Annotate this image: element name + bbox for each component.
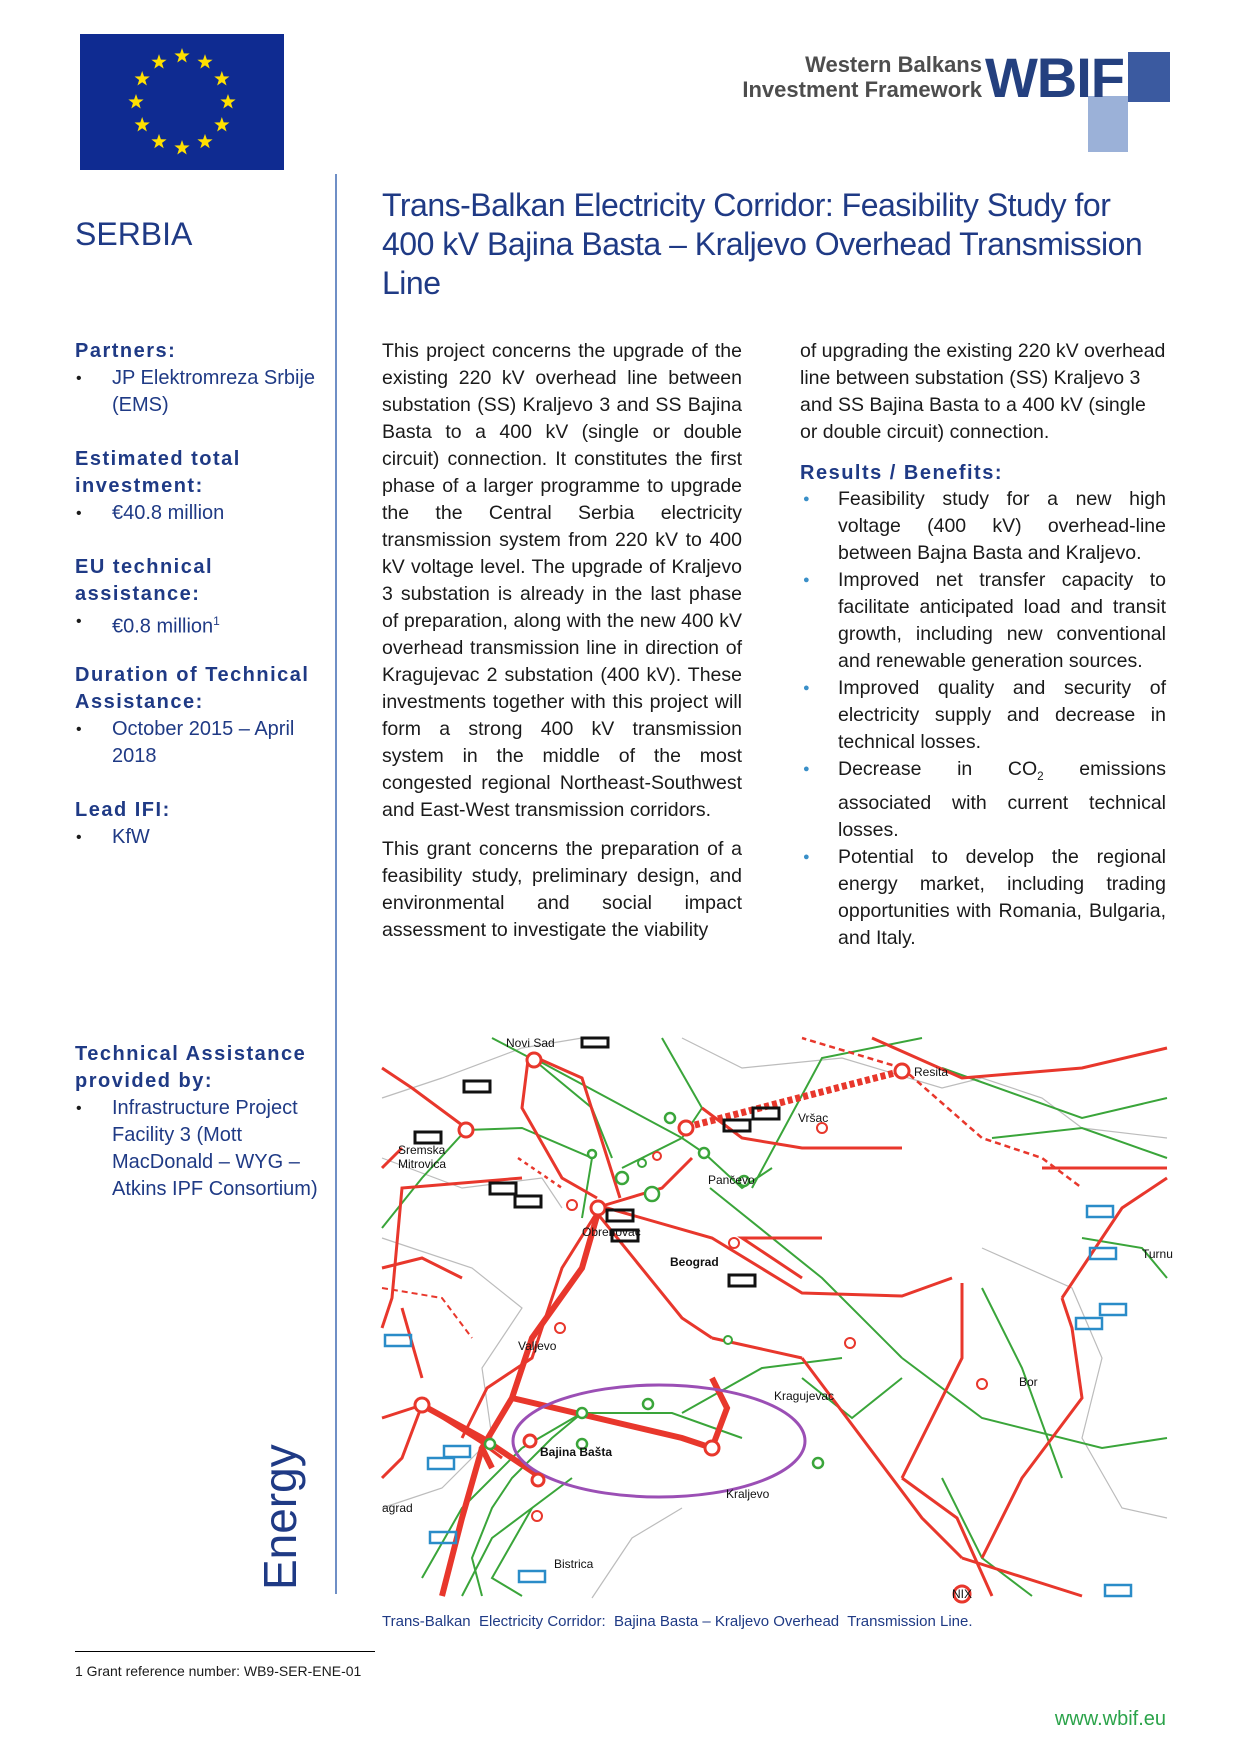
eu-flag-logo — [80, 34, 284, 170]
ta-provider-label: Technical Assistance provided by: — [75, 1043, 307, 1092]
wbif-acronym: WBIF — [984, 46, 1124, 109]
map-label-bajina-basta: Bajina Bašta — [540, 1445, 613, 1459]
country-name: SERBIA — [75, 216, 193, 252]
map-label-novi-sad: Novi Sad — [506, 1036, 555, 1050]
map-label-obrenovac: Obrenovac — [582, 1225, 641, 1239]
duration-value: • October 2015 – April 2018 — [75, 716, 335, 770]
ta-provider-value: • Infrastructure Project Facility 3 (Mott MacDonald – WYG – Atkins IPF Consortium) — [75, 1095, 335, 1203]
body-column-right — [800, 338, 1166, 952]
wbif-name — [742, 52, 982, 102]
map-label-nix: NIX — [952, 1587, 973, 1601]
transmission-map-svg — [382, 1036, 1173, 1601]
sidebar-ta-provider — [75, 1041, 335, 1203]
eu-assistance-value — [75, 608, 335, 641]
eu-assistance-amount: €0.8 million — [112, 615, 214, 638]
eu-star-icon — [135, 71, 150, 85]
map-label-resita: Resita — [914, 1065, 949, 1079]
partner-item: • JP Elektromreza Srbije (EMS) — [75, 365, 335, 419]
sector-text: Energy — [254, 1444, 306, 1590]
results-item: ● Improved quality and security of electricity supply and decrease in technical losses. — [800, 675, 1166, 756]
partners-label: Partners: — [75, 340, 177, 362]
eu-star-icon — [151, 134, 166, 148]
eu-star-icon — [135, 117, 150, 131]
map-label-valjevo: Valjevo — [518, 1339, 557, 1353]
sidebar-partners — [75, 338, 335, 419]
eu-star-icon — [174, 140, 189, 154]
results-item-co2-sub: 2 — [1037, 769, 1044, 783]
eu-star-icon — [128, 94, 143, 108]
investment-label: Estimated total investment: — [75, 448, 241, 497]
transmission-map — [382, 1036, 1173, 1601]
eu-star-icon — [214, 117, 229, 131]
eu-star-icon — [197, 54, 212, 68]
map-label-kraljevo: Kraljevo — [726, 1487, 770, 1501]
eu-star-icon — [197, 134, 212, 148]
results-item-co2-prefix: Decrease in CO — [838, 758, 1038, 780]
footnote-mark: 1 — [213, 614, 220, 628]
eu-star-icon — [151, 54, 166, 68]
body-paragraph-2-continued: of upgrading the existing 220 kV overhead line between substation (SS) Kraljevo 3 and SS Bajina Basta to a 400 kV (single or double circuit) connection. — [800, 340, 1166, 443]
map-label-mitrovica: Mitrovica — [398, 1157, 447, 1171]
eu-star-icon — [174, 48, 189, 62]
eu-star-icon — [214, 71, 229, 85]
sidebar-investment — [75, 446, 335, 527]
duration-label: Duration of Technical Assistance: — [75, 664, 310, 713]
investment-value: • €40.8 million — [75, 500, 335, 527]
wbif-logo-square-dark — [1128, 52, 1170, 102]
map-label-bor: Bor — [1019, 1375, 1038, 1389]
eu-assistance-label: EU technical assistance: — [75, 556, 214, 605]
eu-star-icon — [220, 94, 235, 108]
footer-url-link[interactable]: www.wbif.eu — [1054, 1708, 1166, 1730]
results-label: Results / Benefits: — [800, 462, 1003, 484]
sidebar-duration — [75, 662, 335, 770]
map-label-beograd: Beograd — [670, 1255, 719, 1269]
footnote: 1 Grant reference number: WB9-SER-ENE-01 — [75, 1663, 362, 1679]
map-label-kragujevac: Kragujevac — [774, 1389, 835, 1403]
sidebar-lead-ifi — [75, 797, 335, 851]
map-label-pancevo: Pančevo — [708, 1173, 755, 1187]
column-divider — [335, 174, 337, 1594]
body-column-left — [382, 338, 742, 956]
sidebar-eu-assistance — [75, 554, 335, 641]
results-item: ● Feasibility study for a new high voltage (400 kV) overhead-line between Bajna Basta and Kraljevo. — [800, 486, 1166, 567]
wbif-logo — [720, 46, 1170, 156]
results-item: ● Potential to develop the regional energy market, including trading opportunities with Romania, Bulgaria, and Italy. — [800, 844, 1166, 952]
eu-stars-icon — [80, 34, 284, 170]
map-label-sremska: Sremska — [398, 1143, 446, 1157]
map-label-vrsac: Vršac — [798, 1111, 829, 1125]
lead-ifi-label: Lead IFI: — [75, 799, 171, 821]
wbif-name-line2: Investment Framework — [742, 77, 982, 102]
results-item — [800, 756, 1166, 844]
results-item: ● Improved net transfer capacity to facilitate anticipated load and transit growth, including new conventional and renewable generation sources. — [800, 567, 1166, 675]
footnote-rule — [75, 1651, 375, 1652]
lead-ifi-value: • KfW — [75, 824, 335, 851]
wbif-name-line1: Western Balkans — [805, 52, 982, 77]
sector-label — [254, 1314, 308, 1590]
map-caption: Trans-Balkan Electricity Corridor: Bajina Basta – Kraljevo Overhead Transmission Line. — [382, 1613, 973, 1630]
results-item-co2-suffix: emissions associated with current technical losses. — [838, 758, 1166, 841]
body-paragraph-1: This project concerns the upgrade of the existing 220 kV overhead line between substation (SS) Kraljevo 3 and SS Bajina Basta to a 400 kV (single or double circuit) connection. It constitutes the first phase of a larger programme to upgrade the the Central Serbia electricity transmission system from 220 kV to 400 kV voltage level. The upgrade of Kraljevo 3 substation is already in the last phase of preparation, along with the new 400 kV overhead transmission line in direction of Kragujevac 2 substation (400 kV). These investments together with this project will form a strong 400 kV transmission system in the middle of the most congested regional Northeast-Southwest and East-West transmission corridors. — [382, 340, 742, 821]
map-label-agrad: agrad — [382, 1501, 413, 1515]
page-title: Trans-Balkan Electricity Corridor: Feasibility Study for 400 kV Bajina Basta – Kraljevo Overhead Transmission Line — [382, 187, 1143, 301]
map-label-turnu: Turnu — [1142, 1247, 1173, 1261]
body-paragraph-2: This grant concerns the preparation of a feasibility study, preliminary design, and environmental and social impact assessment to investigate the viability — [382, 838, 742, 941]
map-label-bistrica: Bistrica — [554, 1557, 594, 1571]
results-list — [800, 486, 1166, 952]
